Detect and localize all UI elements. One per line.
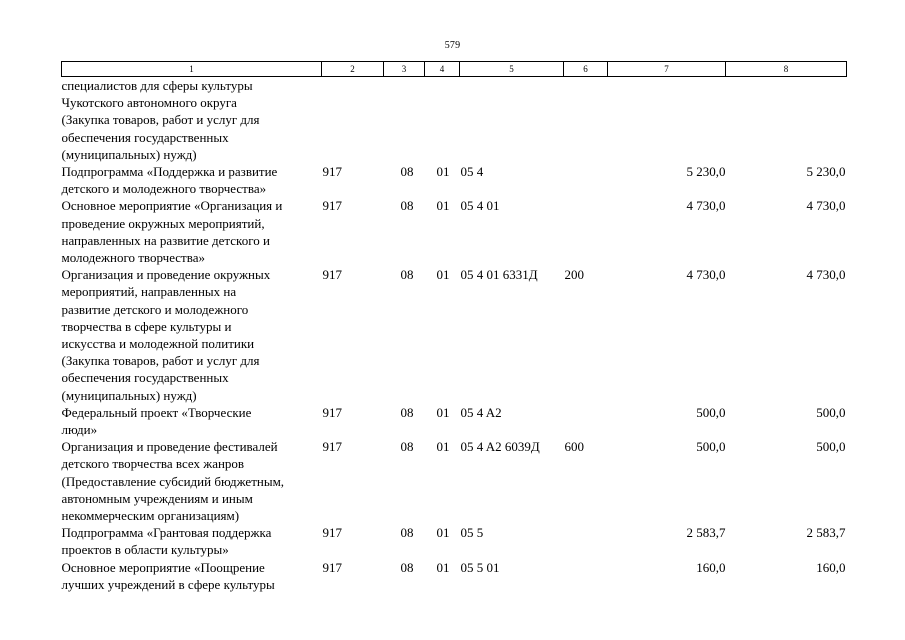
- subsection-code: [425, 77, 460, 164]
- target-article-code: 05 4 01: [460, 198, 500, 214]
- table-row: [62, 266, 847, 404]
- amount-year-2: 500,0: [816, 439, 846, 455]
- amount-year-2: 5 230,0: [806, 164, 846, 180]
- table-body: [62, 77, 847, 594]
- subsection-code: 01: [436, 559, 450, 575]
- section-code: 08: [400, 404, 414, 420]
- column-header: 3: [384, 62, 425, 77]
- amount-year-1: 500,0: [696, 404, 726, 420]
- expense-type-code: [564, 559, 608, 593]
- subsection-code: 01: [436, 525, 450, 541]
- section-code: 08: [400, 525, 414, 541]
- section-code: 08: [400, 198, 414, 214]
- section-code: 08: [400, 439, 414, 455]
- grbs-code: 917: [322, 198, 342, 214]
- amount-year-2: 2 583,7: [806, 525, 846, 541]
- column-header: 6: [564, 62, 608, 77]
- table-row: [62, 77, 847, 164]
- target-article-code: 05 5: [460, 525, 484, 541]
- expense-type-code: [564, 404, 608, 438]
- table-row: [62, 163, 847, 197]
- subsection-code: 01: [436, 404, 450, 420]
- amount-year-1: 5 230,0: [686, 164, 726, 180]
- amount-year-1: 2 583,7: [686, 525, 726, 541]
- subsection-code: 01: [436, 439, 450, 455]
- expense-type-code: [564, 524, 608, 558]
- grbs-code: [322, 77, 384, 164]
- amount-year-1: 4 730,0: [686, 198, 726, 214]
- item-name: Организация и проведение фестивалей детского творчества всех жанров (Предоставление субсидий бюджетным, автономным учреждениям и иным некоммерческим организациям): [61, 439, 285, 524]
- target-article-code: [460, 77, 564, 164]
- subsection-code: 01: [436, 164, 450, 180]
- item-name: специалистов для сферы культуры Чукотского автономного округа (Закупка товаров, работ и услуг для обеспечения государственных (муниципальных) нужд): [61, 78, 260, 162]
- grbs-code: 917: [322, 559, 342, 575]
- grbs-code: 917: [322, 164, 342, 180]
- item-name: Основное мероприятие «Поощрение лучших учреждений в сфере культуры: [61, 559, 275, 592]
- column-header: 8: [726, 62, 847, 77]
- expense-type-code: 200: [564, 267, 584, 283]
- amount-year-1: 4 730,0: [686, 267, 726, 283]
- column-header: 4: [425, 62, 460, 77]
- column-header: 5: [460, 62, 564, 77]
- subsection-code: 01: [436, 267, 450, 283]
- table-row: [62, 559, 847, 593]
- amount-year-2: 500,0: [816, 404, 846, 420]
- grbs-code: 917: [322, 439, 342, 455]
- section-code: 08: [400, 267, 414, 283]
- target-article-code: 05 4 A2: [460, 404, 502, 420]
- item-name: Федеральный проект «Творческие люди»: [61, 404, 252, 438]
- table-row: [62, 404, 847, 438]
- subsection-code: 01: [436, 198, 450, 214]
- grbs-code: 917: [322, 267, 342, 283]
- target-article-code: 05 4 01 6331Д: [460, 267, 538, 283]
- amount-year-1: [608, 77, 726, 164]
- expense-type-code: 600: [564, 439, 584, 455]
- item-name: Основное мероприятие «Организация и проведение окружных мероприятий, направленных на развитие детского и молодежного творчества»: [61, 198, 283, 266]
- section-code: 08: [400, 164, 414, 180]
- column-header: 2: [322, 62, 384, 77]
- section-code: [384, 77, 425, 164]
- amount-year-1: 160,0: [696, 559, 726, 575]
- amount-year-1: 500,0: [696, 439, 726, 455]
- amount-year-2: 160,0: [816, 559, 846, 575]
- column-header: 7: [608, 62, 726, 77]
- grbs-code: 917: [322, 525, 342, 541]
- table-row: [62, 438, 847, 524]
- grbs-code: 917: [322, 404, 342, 420]
- table-row: [62, 197, 847, 266]
- section-code: 08: [400, 559, 414, 575]
- target-article-code: 05 4: [460, 164, 484, 180]
- page-number: 579: [444, 40, 461, 51]
- budget-table: [61, 61, 847, 593]
- column-header: 1: [62, 62, 322, 77]
- expense-type-code: [564, 197, 608, 266]
- expense-type-code: [564, 77, 608, 164]
- table-row: [62, 524, 847, 558]
- column-number-row: [62, 62, 847, 77]
- amount-year-2: 4 730,0: [806, 267, 846, 283]
- item-name: Подпрограмма «Грантовая поддержка проектов в области культуры»: [61, 525, 272, 558]
- expense-type-code: [564, 163, 608, 197]
- amount-year-2: [726, 77, 847, 164]
- item-name: Подпрограмма «Поддержка и развитие детского и молодежного творчества»: [61, 164, 278, 197]
- item-name: Организация и проведение окружных мероприятий, направленных на развитие детского и молодежного творчества в сфере культуры и искусства и молодежной политики (Закупка товаров, работ и услуг для обеспечения государственных (муниципальных) нужд): [61, 267, 271, 403]
- target-article-code: 05 4 A2 6039Д: [460, 439, 540, 455]
- target-article-code: 05 5 01: [460, 559, 500, 575]
- amount-year-2: 4 730,0: [806, 198, 846, 214]
